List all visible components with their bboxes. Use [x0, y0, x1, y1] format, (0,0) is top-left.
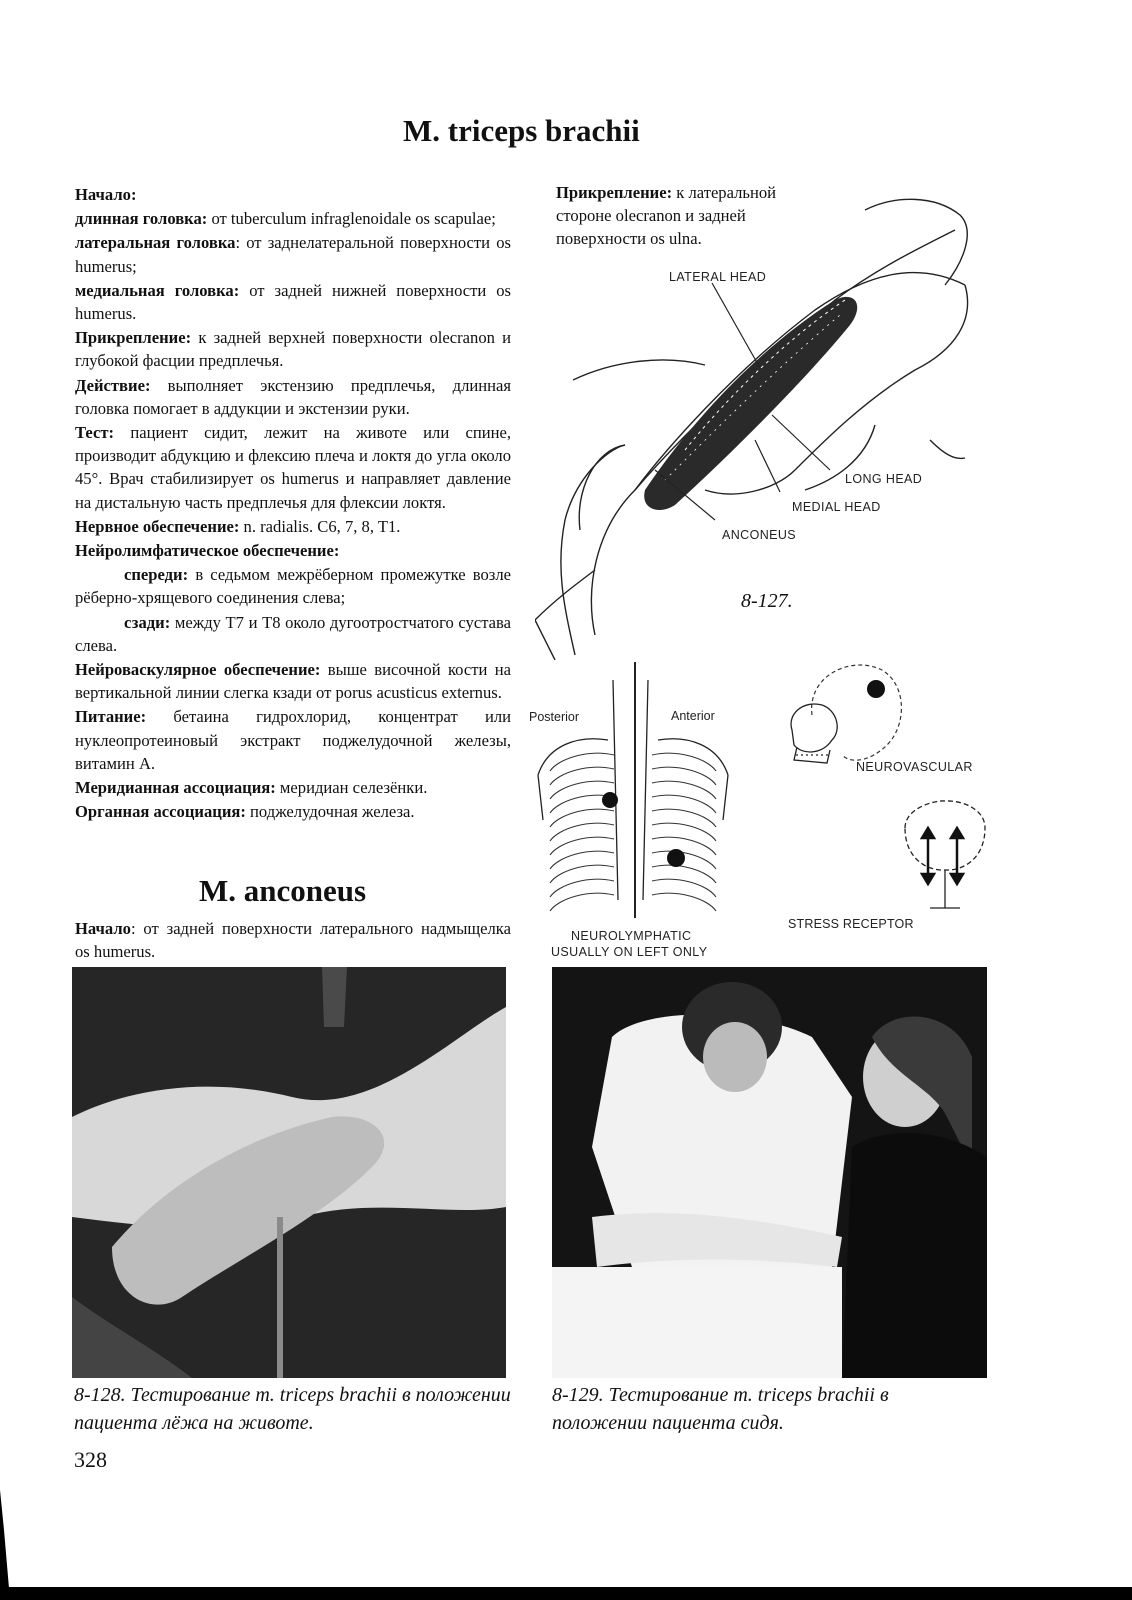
- nerve-text: n. radialis. C6, 7, 8, T1.: [243, 516, 401, 536]
- organ-text: поджелудочная железа.: [250, 802, 415, 822]
- lateral-head-label: латеральная головка: [75, 233, 236, 253]
- medial-head-text: от задней нижней поверхности os humerus.: [75, 280, 511, 324]
- long-head-label: длинная головка:: [75, 209, 208, 229]
- neurolymphatic-front-label: спереди:: [124, 565, 189, 585]
- scan-corner-shadow: [0, 1490, 12, 1600]
- figure-127-number: 8-127.: [741, 590, 793, 612]
- action-label: Действие:: [75, 375, 151, 395]
- section-title-anconeus: M. anconeus: [199, 873, 367, 908]
- photo-129-shapes: [552, 967, 987, 1378]
- neurolymphatic-back-text: между T7 и T8 около дугоотростчатого сустава слева.: [75, 612, 512, 655]
- label-neurolymphatic-1: NEUROLYMPHATIC: [571, 929, 692, 943]
- neurolymphatic-label: Нейролимфатическое обеспечение:: [75, 541, 340, 561]
- insertion-label: Прикрепление:: [75, 328, 192, 348]
- neurolymphatic-back-label: сзади:: [124, 612, 171, 632]
- neurovascular-label: Нейроваскулярное обеспечение:: [75, 660, 321, 680]
- head-top-illustration: [895, 798, 995, 928]
- nutrition-label: Питание:: [75, 707, 147, 727]
- figure-128-caption: 8-128. Тестирование m. triceps brachii в положении пациента лёжа на животе.: [74, 1384, 511, 1434]
- neurovascular-text: выше височной кости на вертикальной линии слегка кзади от porus acusticus externus.: [75, 660, 511, 703]
- rib-left: [550, 893, 614, 911]
- anconeus-origin-label: Начало: [75, 919, 131, 938]
- meridian-text: меридиан селезёнки.: [279, 778, 428, 798]
- long-head-text: от tuberculum infraglenoidale os scapulae;: [211, 209, 496, 229]
- label-lateral-head: LATERAL HEAD: [669, 270, 767, 284]
- label-stress-receptor: STRESS RECEPTOR: [788, 917, 914, 931]
- photo-128-shapes: [72, 967, 506, 1378]
- photo-figure-129: [552, 967, 987, 1378]
- neurolymphatic-front-text: в седьмом межрёберном промежутке возле рёберно-хрящевого соединения слева;: [75, 565, 511, 608]
- spine-ribcage-illustration: [528, 660, 748, 920]
- origin-heading: Начало:: [75, 185, 137, 204]
- test-text: пациент сидит, лежит на животе или спине, производит абдукцию и флексию плеча и локтя до угла около 45°. Врач стабилизирует os humerus и направляет давление на дистальную часть предплечья для флексии локтя.: [75, 423, 511, 512]
- label-long-head: LONG HEAD: [845, 472, 923, 486]
- scan-bottom-edge: [0, 1587, 1132, 1600]
- figure-129-caption: 8-129. Тестирование m. triceps brachii в положении пациента сидя.: [552, 1384, 889, 1434]
- medial-head-label: медиальная головка:: [75, 280, 240, 300]
- label-anconeus: ANCONEUS: [722, 528, 797, 542]
- page-title: M. triceps brachii: [403, 113, 640, 148]
- photo-figure-128: [72, 967, 506, 1378]
- lateral-head-text: : от заднелатеральной поверхности os humerus;: [75, 233, 511, 276]
- insertion-text: к задней верхней поверхности olecranon и глубокой фасции предплечья.: [75, 328, 512, 371]
- nutrition-text: бетаина гидрохлорид, концентрат или нуклеопротеиновый экстракт поджелудочной железы, витамин A.: [75, 707, 511, 773]
- page-number: 328: [74, 1447, 107, 1472]
- anconeus-origin: [75, 917, 511, 964]
- anconeus-origin-text: : от задней поверхности латерального надмыщелка os humerus.: [75, 919, 511, 962]
- rib-right: [652, 893, 716, 911]
- label-posterior: Posterior: [529, 710, 580, 724]
- label-neurolymphatic-2: USUALLY ON LEFT ONLY: [551, 945, 708, 959]
- nerve-label: Нервное обеспечение:: [75, 516, 240, 536]
- action-text: выполняет экстензию предплечья, длинная головка помогает в аддукции и экстензии руки.: [75, 375, 511, 418]
- right-insertion-text: к латеральной стороне olecranon и задней поверхности os ulna.: [556, 183, 777, 249]
- test-label: Тест:: [75, 423, 115, 443]
- label-anterior: Anterior: [671, 709, 715, 723]
- right-insertion-label: Прикрепление:: [556, 183, 673, 202]
- organ-label: Органная ассоциация:: [75, 802, 246, 822]
- meridian-label: Меридианная ассоциация:: [75, 778, 276, 798]
- label-neurovascular: NEUROVASCULAR: [856, 760, 973, 774]
- left-column-text: [75, 183, 511, 824]
- label-medial-head: MEDIAL HEAD: [792, 500, 881, 514]
